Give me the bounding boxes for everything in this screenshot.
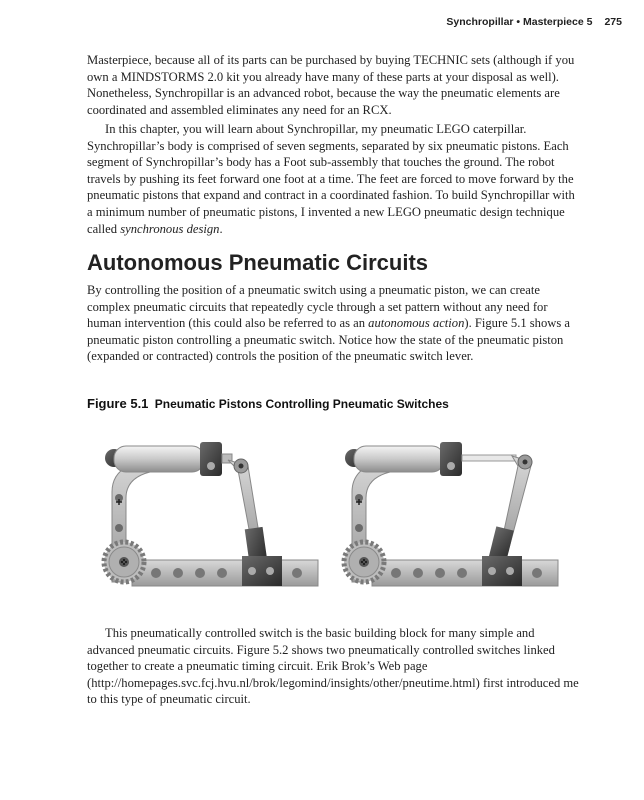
paragraph-2 (87, 121, 579, 237)
switch-assembly-right (344, 442, 558, 586)
page-number: 275 (604, 16, 622, 28)
switch-assembly-left (104, 442, 318, 586)
paragraph-4: This pneumatically controlled switch is the basic building block for many simple and advanced pneumatic circuits. Figure 5.2 shows two pneumatically controlled switches linked together to create a pneumatic timing circuit. Erik Brok’s Web page (http://homepages.svc.fcj.hvu.nl/brok/legomind/insights/other/pneutime.html) first introduced me to this type of pneumatic circuit. (87, 626, 579, 707)
paragraph-3-end: ). Figure 5.1 shows a pneumatic piston controlling a pneumatic switch. Notice how the state of the pneumatic piston (expanded or contracted) controls the position of the pneumatic switch lever. (87, 316, 571, 364)
paragraph-2-emphasis: synchronous design (120, 221, 220, 236)
figure-5-1 (92, 432, 562, 615)
figure-number: Figure 5.1 (87, 396, 149, 411)
paragraph-2-end: . (219, 221, 223, 236)
paragraph-3-text: By controlling the position of a pneumatic switch using a pneumatic piston, we can create complex pneumatic circuits that repeatedly cycle through a set pattern without any need for human intervention (this could also be referred to as an (87, 283, 548, 331)
section-heading: Autonomous Pneumatic Circuits (87, 250, 429, 275)
header-title: Synchropillar • Masterpiece 5 (446, 16, 593, 28)
paragraph-3 (87, 282, 579, 365)
paragraph-2-text: In this chapter, you will learn about Synchropillar, my pneumatic LEGO caterpillar. Synchropillar’s body is comprised of seven segments, separated by six pneumatic pistons. Each segment of Synchropillar’s body has a Foot sub-assembly that touches the ground. The robot travels by pushing its feet forward one foot at a time. The feet are forced to move forward by the pneumatic pistons that expand and contract in a coordinated fashion. To build Synchropillar with a minimum number of pneumatic pistons, I invented a new LEGO pneumatic design technique called (87, 122, 575, 236)
figure-title: Pneumatic Pistons Controlling Pneumatic Switches (154, 397, 449, 411)
paragraph-3-emphasis: autonomous action (368, 316, 465, 331)
pneumatic-switch-illustration (92, 432, 562, 610)
paragraph-1: Masterpiece, because all of its parts can be purchased by buying TECHNIC sets (although if you own a MINDSTORMS 2.0 kit you already have many of these parts at your disposal as well). Nonetheless, Synchropillar is an advanced robot, because the way the pneumatic elements are coordinated and assembled eliminates any need for an RCX. (87, 53, 575, 117)
figure-caption (87, 396, 449, 411)
running-header (446, 16, 622, 28)
